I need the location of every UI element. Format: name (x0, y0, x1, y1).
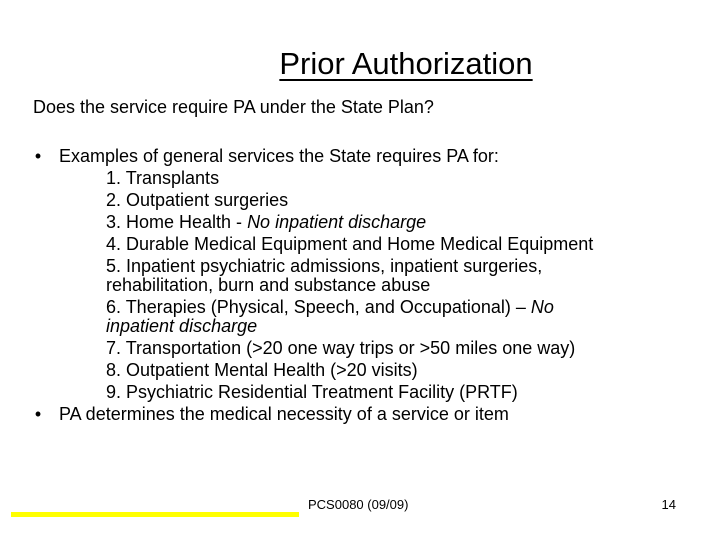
example-item (106, 211, 689, 233)
example-item-text: 9. Psychiatric Residential Treatment Facility (PRTF) (106, 382, 518, 402)
bullet-item-examples (29, 145, 689, 167)
example-item-text: 7. Transportation (>20 one way trips or >50 miles one way) (106, 338, 576, 358)
example-item (106, 189, 689, 211)
example-item (106, 337, 689, 359)
example-item-text: 2. Outpatient surgeries (106, 190, 289, 210)
slide-content (29, 145, 689, 425)
example-item (106, 233, 689, 255)
example-item (106, 381, 689, 403)
example-item-prefix: 6. Therapies (Physical, Speech, and Occupational) – (106, 297, 531, 317)
example-item-prefix: 3. Home Health - (106, 212, 248, 232)
examples-list (29, 167, 689, 403)
example-item-text: 8. Outpatient Mental Health (>20 visits) (106, 360, 418, 380)
slide-title (0, 45, 720, 82)
question-text: Does the service require PA under the State Plan? (33, 97, 434, 117)
example-item-note: No (530, 297, 554, 317)
example-item-text: 4. Durable Medical Equipment and Home Medical Equipment (106, 234, 594, 254)
example-item (106, 359, 689, 381)
example-item (106, 255, 689, 296)
bullet-text: PA determines the medical necessity of a service or item (59, 404, 509, 424)
example-item-text: 1. Transplants (106, 168, 220, 188)
footer-accent-bar (11, 512, 299, 517)
example-item-note-continuation: inpatient discharge (106, 316, 258, 336)
bullet-item-pa-determines (29, 403, 689, 425)
footer-code: PCS0080 (09/09) (308, 497, 409, 512)
example-item (106, 167, 689, 189)
bullet-text: Examples of general services the State requires PA for: (59, 146, 499, 166)
example-item-note: No inpatient discharge (247, 212, 427, 232)
bullet-icon: • (34, 146, 42, 166)
slide-title-text: Prior Authorization (279, 46, 533, 81)
example-item-continuation: rehabilitation, burn and substance abuse (106, 275, 431, 295)
page-number: 14 (661, 497, 676, 512)
example-item (106, 296, 689, 337)
bullet-icon: • (34, 404, 42, 424)
example-item-text: 5. Inpatient psychiatric admissions, inpatient surgeries, (106, 256, 543, 276)
